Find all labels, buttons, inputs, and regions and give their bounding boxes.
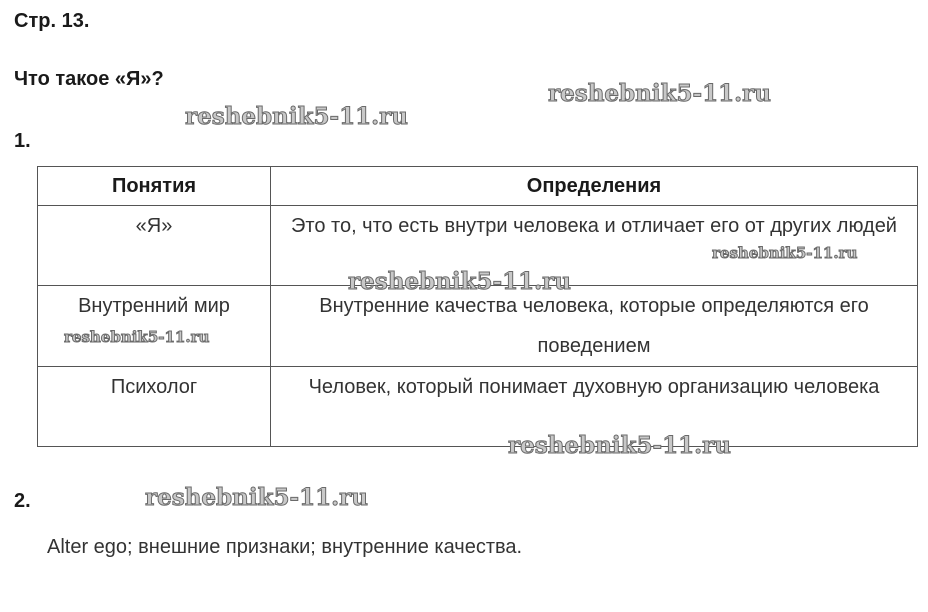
watermark: reshebnik5-11.ru — [145, 484, 368, 511]
definition-cell: Человек, который понимает духовную организацию человека — [271, 367, 918, 447]
column-header-definitions: Определения — [271, 167, 918, 206]
watermark: reshebnik5-11.ru — [64, 328, 210, 346]
watermark: reshebnik5-11.ru — [548, 80, 771, 107]
task-2-number: 2. — [14, 490, 31, 512]
table-header-row — [38, 167, 918, 206]
page-number: Стр. 13. — [14, 10, 90, 32]
task-2-answer: Alter ego; внешние признаки; внутренние качества. — [47, 536, 523, 558]
watermark: reshebnik5-11.ru — [348, 268, 571, 295]
task-1-number: 1. — [14, 130, 31, 152]
watermark: reshebnik5-11.ru — [712, 244, 858, 262]
watermark: reshebnik5-11.ru — [185, 103, 408, 130]
column-header-concepts: Понятия — [38, 167, 271, 206]
term-cell: Внутренний мир — [38, 286, 271, 367]
definition-cell: Внутренние качества человека, которые определяются его поведением — [271, 286, 918, 367]
section-heading: Что такое «Я»? — [14, 68, 164, 90]
term-cell: Психолог — [38, 367, 271, 447]
term-cell: «Я» — [38, 206, 271, 286]
table-row — [38, 367, 918, 447]
watermark: reshebnik5-11.ru — [508, 432, 731, 459]
table-row — [38, 286, 918, 367]
definition-cell: Это то, что есть внутри человека и отличает его от других людей — [271, 206, 918, 286]
concepts-table — [37, 166, 918, 447]
table-row — [38, 206, 918, 286]
